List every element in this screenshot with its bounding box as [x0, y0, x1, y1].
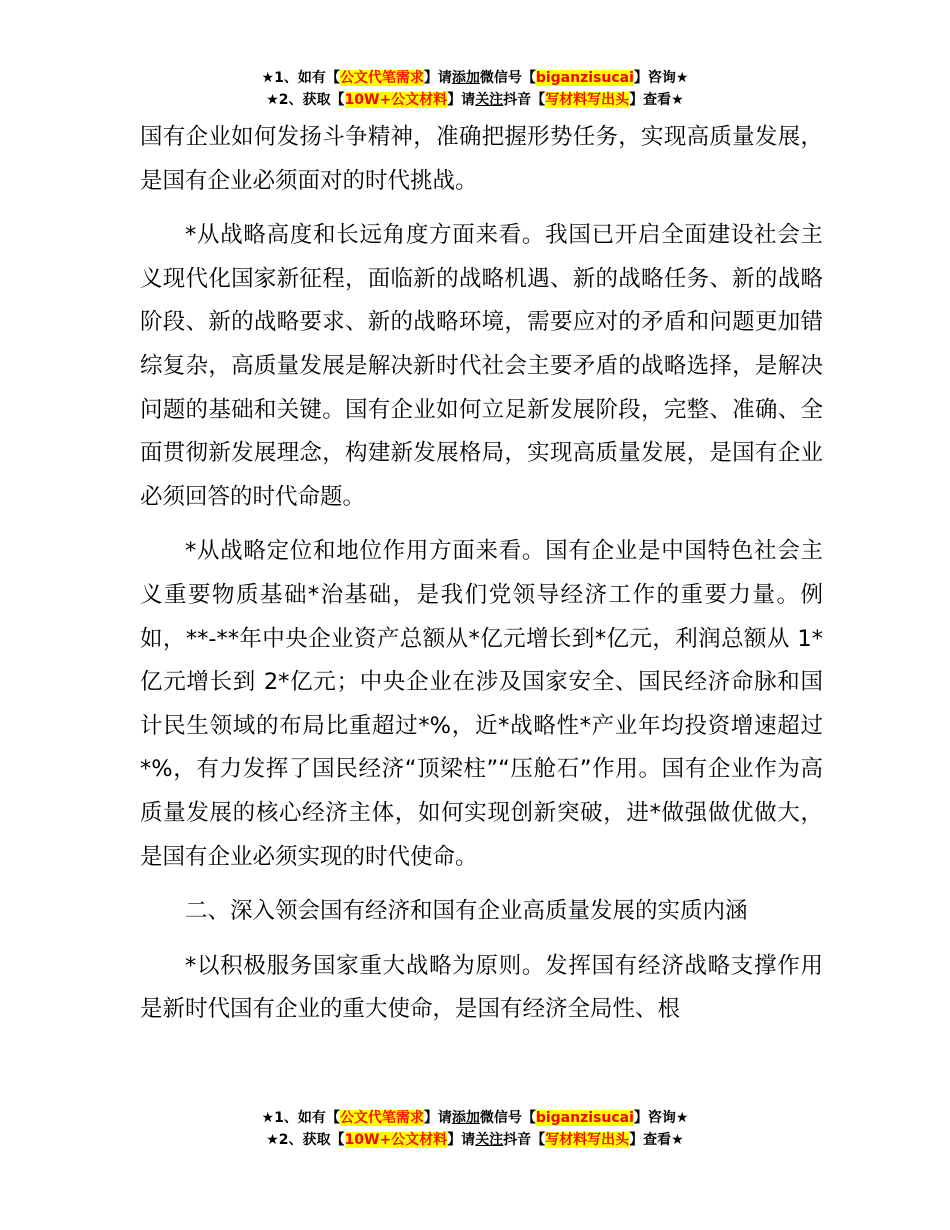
paragraph-continuation: 国有企业如何发扬斗争精神，准确把握形势任务，实现高质量发展，是国有企业必须面对的时代挑战。 — [140, 124, 823, 194]
paragraph-strategic-height: *从战略高度和长远角度方面来看。我国已开启全面建设社会主义现代化国家新征程，面临新的战略机遇、新的战略任务、新的战略阶段、新的战略要求、新的战略环境，需要应对的矛盾和问题更加错综复杂，高质量发展是解决新时代社会主要矛盾的战略选择，是解决问题的基础和关键。国有企业如何立足新发展阶段，完整、准确、全面贯彻新发展理念，构建新发展格局，实现高质量发展，是国有企业必须回答的时代命题。 — [140, 222, 823, 510]
section-heading-2: 二、深入领会国有经济和国有企业高质量发展的实质内涵 — [185, 898, 748, 925]
footer-promo-banner — [0, 1107, 950, 1151]
paragraph-strategic-position: *从战略定位和地位作用方面来看。国有企业是中国特色社会主义重要物质基础*治基础，是我们党领导经济工作的重要力量。例如，**-**年中央企业资产总额从*亿元增长到*亿元，利润总额从 1*亿元增长到 2*亿元；中央企业在涉及国家安全、国民经济命脉和国计民生领域的布局比重超过*%，近*战略性*产业年均投资增速超过*%，有力发挥了国民经济“顶梁柱”“压舱石”作用。国有企业作为高质量发展的核心经济主体，如何实现创新突破，进*做强做优做大，是国有企业必须实现的时代使命。 — [140, 538, 823, 870]
promo-line-1: ★1、如有【公文代笔需求】请添加微信号【biganzisucai】咨询★ — [261, 1110, 689, 1126]
promo-highlight-materials: 10W+公文材料 — [344, 1132, 448, 1148]
promo-highlight-wechat-id: biganzisucai — [535, 1110, 634, 1126]
promo-highlight-wechat-id: biganzisucai — [535, 70, 634, 86]
promo-highlight-douyin: 写材料写出头 — [545, 92, 630, 108]
document-body — [140, 116, 823, 1032]
promo-highlight-service: 公文代笔需求 — [339, 1110, 424, 1126]
promo-line-2: ★2、获取【10W+公文材料】请关注抖音【写材料写出头】查看★ — [266, 92, 684, 108]
promo-line-2: ★2、获取【10W+公文材料】请关注抖音【写材料写出头】查看★ — [266, 1132, 684, 1148]
promo-highlight-materials: 10W+公文材料 — [344, 92, 448, 108]
paragraph-national-strategy: *以积极服务国家重大战略为原则。发挥国有经济战略支撑作用是新时代国有企业的重大使命，是国有经济全局性、根 — [140, 952, 823, 1023]
header-promo-banner — [0, 67, 950, 111]
promo-highlight-service: 公文代笔需求 — [339, 70, 424, 86]
promo-highlight-douyin: 写材料写出头 — [545, 1132, 630, 1148]
promo-line-1: ★1、如有【公文代笔需求】请添加微信号【biganzisucai】咨询★ — [261, 70, 689, 86]
